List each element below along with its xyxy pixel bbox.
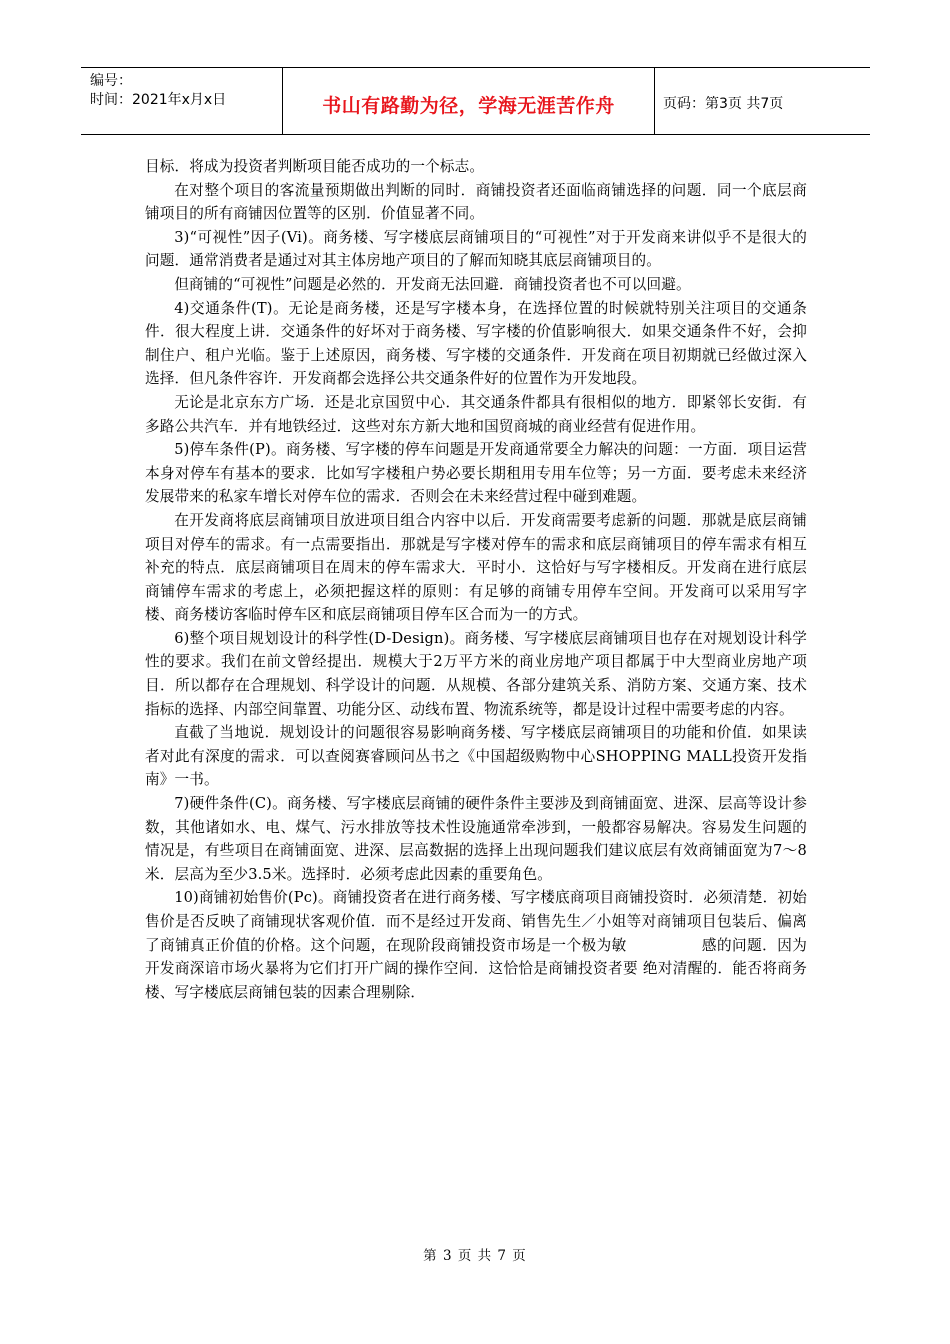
body-paragraph: 6)整个项目规划设计的科学性(D-Design)。商务楼、写字楼底层商铺项目也存在对规划设计科学性的要求。我们在前文曾经提出．规模大于2万平方米的商业房地产项目都属于中大型商业房地产项目．所以都存在合理规划、科学设计的问题．从规模、各部分建筑关系、消防方案、交通方案、技术指标的选择、内部空间靠置、功能分区、动线布置、物流系统等，都是设计过程中需要考虑的内容。	[145, 629, 807, 718]
body-paragraph: 3)“可视性”因子(Vi)。商务楼、写字楼底层商铺项目的“可视性”对于开发商来讲似乎不是很大的问题．通常消费者是通过对其主体房地产项目的了解而知晓其底层商铺项目的。	[145, 228, 807, 270]
body-paragraph: 在对整个项目的客流量预期做出判断的同时．商铺投资者还面临商铺选择的问题．同一个底层商铺项目的所有商铺因位置等的区别．价值显著不同。	[145, 181, 807, 223]
body-paragraph: 10)商铺初始售价(Pc)。商铺投资者在进行商务楼、写字楼底商项目商铺投资时．必须清楚．初始售价是否反映了商铺现状客观价值．而不是经过开发商、销售先生／小姐等对商铺项目包装后、偏离了商铺真正价值的价格。这个问题，在现阶段商铺投资市场是一个极为敏 感的问题．因为开发商深谙市场火暴将为它们打开广阔的操作空间．这恰恰是商铺投资者要 绝对清醒的．能否将商务楼、写字楼底层商铺包装的因素合理剔除．	[145, 889, 807, 1001]
document-number-label: 编号：	[90, 73, 132, 89]
body-paragraph: 目标．将成为投资者判断项目能否成功的一个标志。	[145, 158, 485, 175]
body-paragraph: 4)交通条件(T)。无论是商务楼，还是写字楼本身，在选择位置的时候就特别关注项目的交通条件．很大程度上讲．交通条件的好坏对于商务楼、写字楼的价值影响很大．如果交通条件不好，会抑制住户、租户光临。鉴于上述原因，商务楼、写字楼的交通条件．开发商在项目初期就已经做过深入选择．但凡条件容许．开发商都会选择公共交通条件好的位置作为开发地段。	[145, 299, 807, 388]
page-header	[81, 67, 870, 135]
body-paragraph: 5)停车条件(P)。商务楼、写字楼的停车问题是开发商通常要全力解决的问题：一方面．项目运营本身对停车有基本的要求．比如写字楼租户势必要长期租用专用车位等；另一方面．要考虑未来经济发展带来的私家车增长对停车位的需求．否则会在未来经营过程中碰到难题。	[145, 441, 807, 506]
page-footer: 第 3 页 共 7 页	[423, 1248, 527, 1264]
document-body	[145, 155, 807, 1004]
header-meta	[81, 68, 283, 134]
header-page-info: 页码：第3页 共7页	[663, 96, 784, 112]
body-paragraph: 7)硬件条件(C)。商务楼、写字楼底层商铺的硬件条件主要涉及到商铺面宽、进深、层高等设计参数，其他诸如水、电、煤气、污水排放等技术性设施通常牵涉到，一般都容易解决。容易发生问题的情况是，有些项目在商铺面宽、进深、层高数据的选择上出现问题我们建议底层有效商铺面宽为7～8米．层高为至少3.5米。选择时．必须考虑此因素的重要角色。	[145, 795, 807, 883]
body-paragraph: 无论是北京东方广场．还是北京国贸中心．其交通条件都具有很相似的地方．即紧邻长安街．有多路公共汽车．并有地铁经过．这些对东方新大地和国贸商城的商业经营有促进作用。	[145, 393, 807, 435]
body-paragraph: 但商铺的“可视性”问题是必然的．开发商无法回避．商铺投资者也不可以回避。	[174, 275, 691, 293]
document-time-label: 时间：2021年x月x日	[90, 92, 227, 108]
body-paragraph: 直截了当地说．规划设计的问题很容易影响商务楼、写字楼底层商铺项目的功能和价值．如果读者对此有深度的需求．可以查阅赛睿顾问丛书之《中国超级购物中心SHOPPING MALL投资开发指南》一书。	[145, 724, 807, 789]
body-paragraph: 在开发商将底层商铺项目放进项目组合内容中以后．开发商需要考虑新的问题．那就是底层商铺项目对停车的需求。有一点需要指出．那就是写字楼对停车的需求和底层商铺项目的停车需求有相互补充的特点．底层商铺项目在周末的停车需求大．平时小．这恰好与写字楼相反。开发商在进行底层商铺停车需求的考虑上，必须把握这样的原则：有足够的商铺专用停车空间。开发商可以采用写字楼、商务楼访客临时停车区和底层商铺项目停车区合而为一的方式。	[145, 511, 807, 624]
header-motto: 书山有路勤为径，学海无涯苦作舟	[283, 68, 655, 134]
